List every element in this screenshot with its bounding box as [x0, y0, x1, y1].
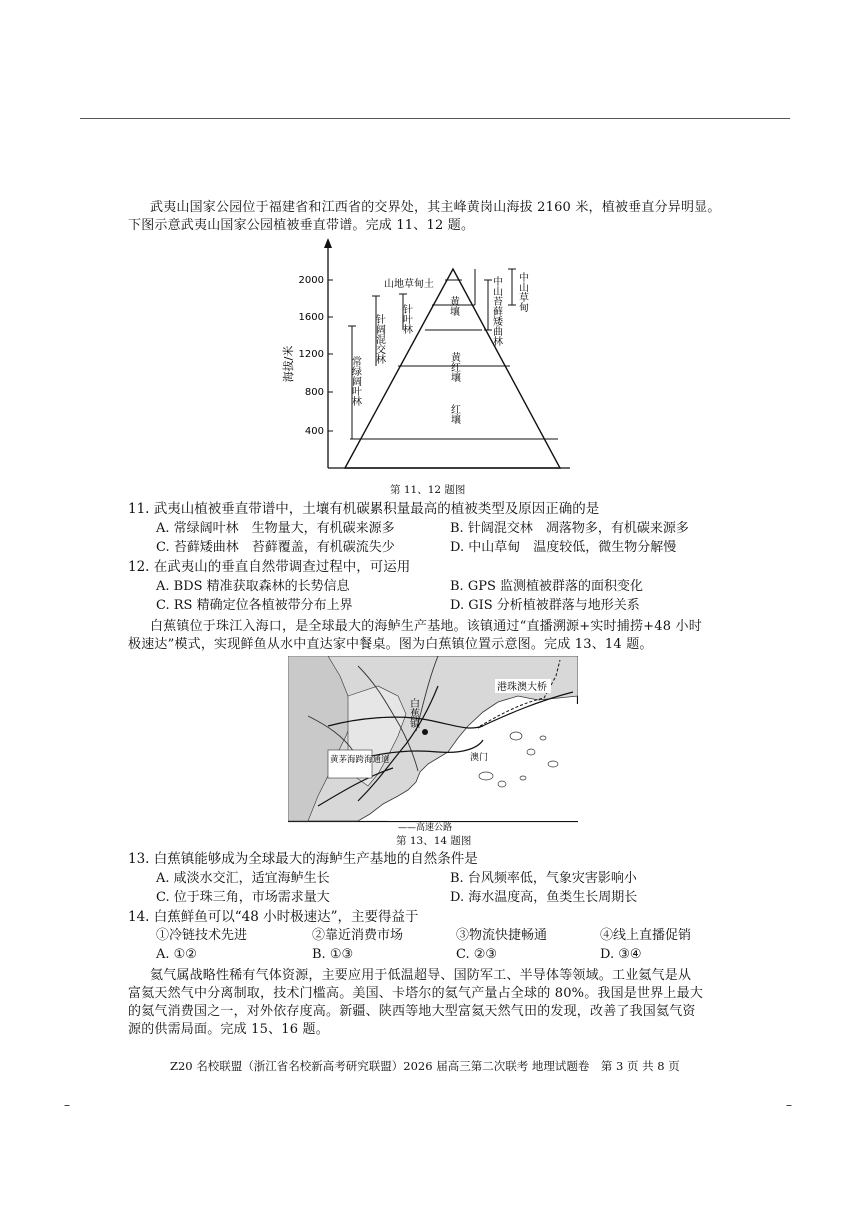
fig2-caption: 第 13、14 题图 — [396, 835, 472, 847]
intro2-line1: 白蕉镇位于珠江入海口，是全球最大的海鲈生产基地。该镇通过“直播溯源+实时捕捞+48 小时 — [150, 619, 702, 634]
q13-option-b[interactable]: B. 台风频率低，气象灾害影响小 — [450, 871, 637, 886]
label-red-soil: 红壤 — [448, 404, 460, 424]
page-footer: Z20 名校联盟（浙江省名校新高考研究联盟）2026 届高三第二次联考 地理试题卷 第 3 页 共 8 页 — [170, 1059, 680, 1073]
q12-stem: 12. 在武夷山的垂直自然带调查过程中，可运用 — [128, 559, 411, 575]
q11-option-a[interactable]: A. 常绿阔叶林 生物量大，有机碳来源多 — [156, 521, 395, 536]
intro1-line2: 下图示意武夷山国家公园植被垂直带谱。完成 11、12 题。 — [128, 218, 475, 233]
fig1-caption: 第 11、12 题图 — [390, 484, 466, 496]
q14-option-d[interactable]: D. ③④ — [600, 947, 642, 962]
q11-option-b[interactable]: B. 针阔混交林 凋落物多，有机碳来源多 — [450, 521, 689, 536]
tick-2000: 2000 — [298, 275, 324, 286]
label-yellow-soil: 黄壤 — [447, 296, 459, 316]
baijiao-map-figure — [288, 656, 578, 834]
q13-option-d[interactable]: D. 海水温度高，鱼类生长周期长 — [450, 890, 638, 905]
q13-option-c[interactable]: C. 位于珠三角，市场需求量大 — [156, 890, 330, 905]
q14-item-4: ④线上直播促销 — [600, 928, 692, 943]
intro3-line4: 源的供需局面。完成 15、16 题。 — [128, 1022, 329, 1037]
q14-option-b[interactable]: B. ①③ — [312, 947, 354, 962]
q12-option-a[interactable]: A. BDS 精准获取森林的长势信息 — [156, 579, 350, 594]
label-meadow-soil: 山地草甸土 — [384, 279, 434, 290]
intro3-line1: 氦气属战略性稀有气体资源，主要应用于低温超导、国防军工、半导体等领域。工业氦气是从 — [150, 968, 692, 983]
q14-item-1: ①冷链技术先进 — [156, 928, 248, 943]
baijiao-marker — [422, 729, 428, 735]
label-moss-forest: 中山苔藓矮曲林 — [490, 276, 502, 346]
q11-option-d[interactable]: D. 中山草甸 温度较低，微生物分解慢 — [450, 540, 677, 555]
label-needle-forest: 针叶林 — [400, 304, 412, 334]
q11-option-c[interactable]: C. 苔藓矮曲林 苔藓覆盖，有机碳流失少 — [156, 540, 395, 555]
tick-800: 800 — [304, 387, 324, 398]
q13-option-a[interactable]: A. 咸淡水交汇，适宜海鲈生长 — [156, 871, 330, 886]
map-legend: ——高速公路 — [398, 823, 453, 833]
left-mark: – — [64, 1098, 70, 1112]
tick-1600: 1600 — [298, 312, 324, 323]
right-mark: – — [786, 1098, 792, 1112]
intro3-line3: 的氦气消费国之一，对外依存度高。新疆、陕西等地大型富氦天然气田的发现，改善了我国氦气资 — [128, 1004, 696, 1019]
label-mixed-forest: 针阔混交林 — [373, 314, 385, 364]
q12-option-b[interactable]: B. GPS 监测植被群落的面积变化 — [450, 579, 643, 594]
q14-item-2: ②靠近消费市场 — [312, 928, 404, 943]
q11-stem: 11. 武夷山植被垂直带谱中，土壤有机碳累积量最高的植被类型及原因正确的是 — [128, 501, 600, 517]
y-axis-label: 海拔/米 — [282, 345, 295, 383]
label-hzm-bridge: 港珠澳大桥 — [497, 682, 547, 693]
label-mountain-meadow: 中山草甸 — [516, 272, 528, 312]
label-macau: 澳门 — [470, 753, 489, 763]
intro3-line2: 富氦天然气中分离制取，技术门槛高。美国、卡塔尔的氦气产量占全球的 80%。我国是世界上最大 — [128, 986, 704, 1001]
q14-option-c[interactable]: C. ②③ — [456, 947, 498, 962]
q12-option-c[interactable]: C. RS 精确定位各植被带分布上界 — [156, 598, 353, 613]
intro2-line2: 极速达”模式，实现鲜鱼从水中直达家中餐桌。图为白蕉镇位置示意图。完成 13、14 题。 — [128, 637, 653, 652]
label-yellow-red-soil: 黄红壤 — [448, 352, 460, 382]
q14-item-3: ③物流快捷畅通 — [456, 928, 548, 943]
header-rule — [80, 118, 790, 119]
vegetation-zonation-figure — [270, 236, 600, 486]
intro1-line1: 武夷山国家公园位于福建省和江西省的交界处，其主峰黄岗山海拔 2160 米，植被垂直分异明显。 — [150, 200, 721, 215]
label-huangmaohai-channel: 黄茅海跨海通道 — [330, 755, 390, 765]
label-baijiao-town: 白蕉镇 — [407, 698, 419, 728]
q14-option-a[interactable]: A. ①② — [156, 947, 197, 962]
q13-stem: 13. 白蕉镇能够成为全球最大的海鲈生产基地的自然条件是 — [128, 851, 478, 867]
q12-option-d[interactable]: D. GIS 分析植被群落与地形关系 — [450, 598, 640, 613]
tick-1200: 1200 — [298, 349, 324, 360]
q14-stem: 14. 白蕉鲜鱼可以“48 小时极速达”，主要得益于 — [128, 909, 419, 925]
label-evergreen-forest: 常绿阔叶林 — [349, 356, 361, 406]
tick-400: 400 — [304, 426, 324, 437]
